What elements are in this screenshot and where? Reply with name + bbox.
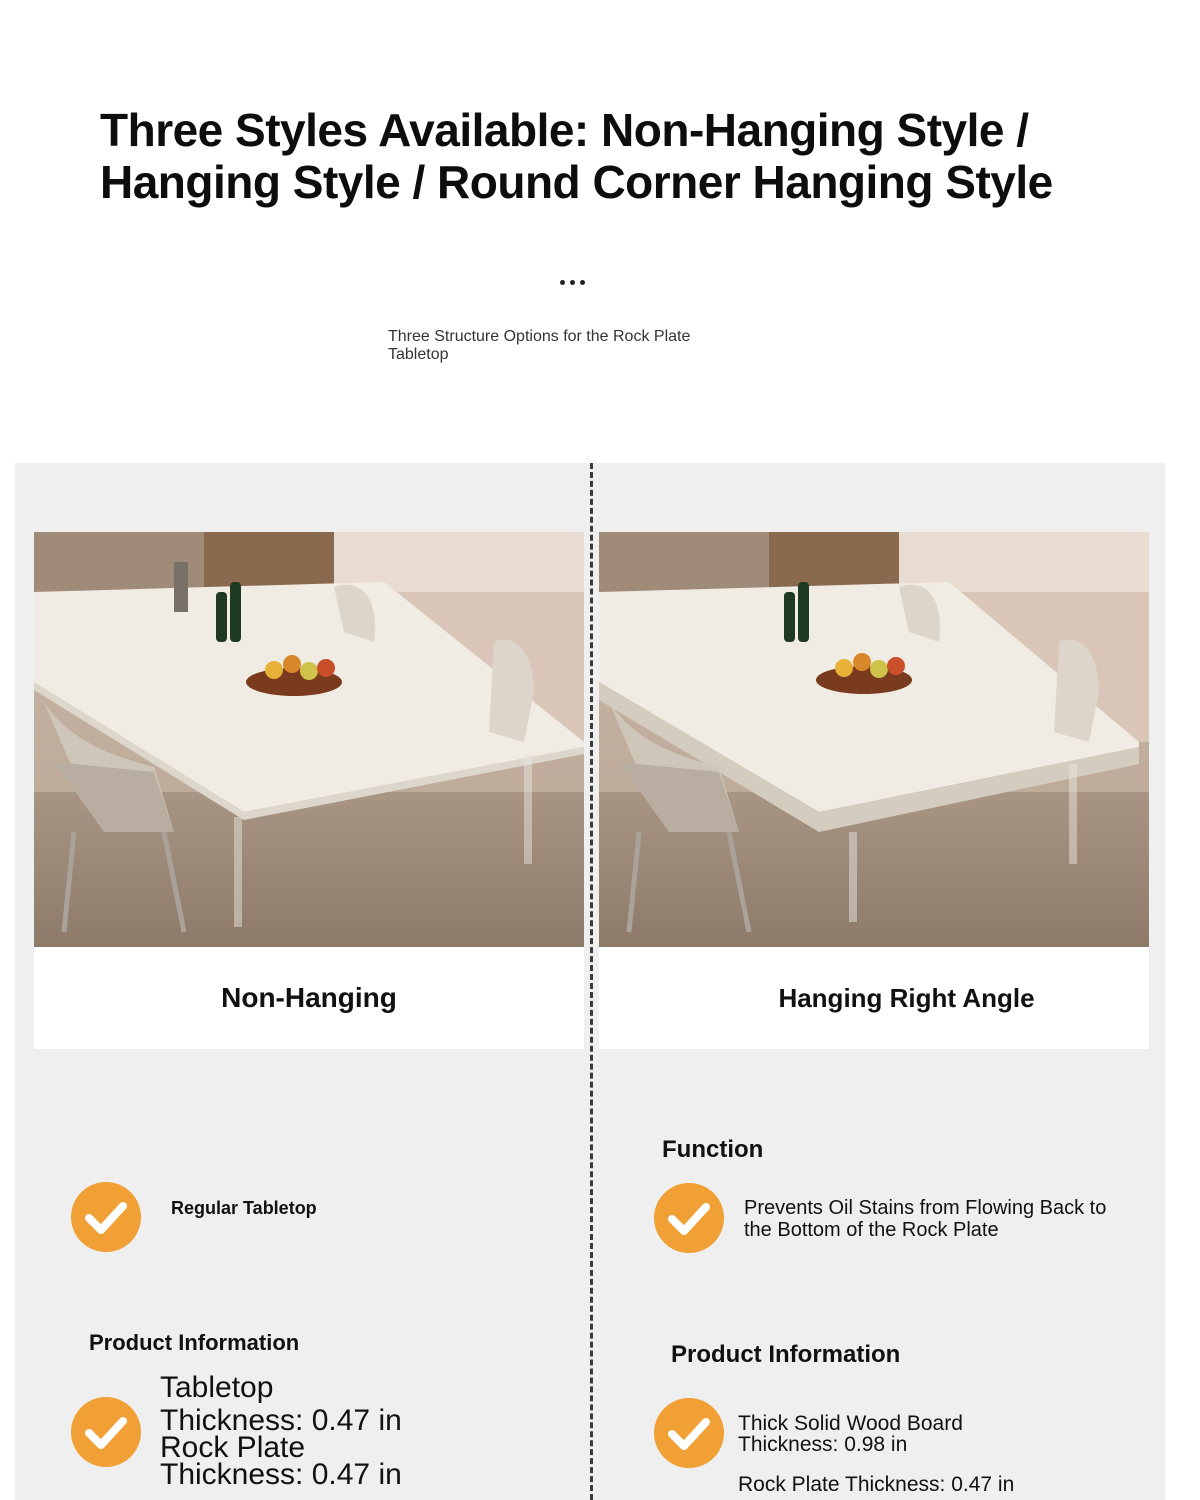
function-line-2: the Bottom of the Rock Plate (744, 1219, 999, 1241)
left-spec-line-4: Thickness: 0.47 in (160, 1458, 402, 1491)
check-circle-icon (70, 1396, 142, 1468)
right-spec-line-3: Rock Plate Thickness: 0.47 in (738, 1473, 1015, 1496)
function-heading: Function (662, 1136, 764, 1163)
hanging-caption-box (599, 947, 1149, 1049)
function-line-1: Prevents Oil Stains from Flowing Back to (744, 1197, 1107, 1219)
non-hanging-table-photo (34, 532, 584, 947)
right-product-info-heading: Product Information (671, 1341, 901, 1368)
right-spec-line-2: Thickness: 0.98 in (738, 1433, 908, 1456)
left-spec-line-3: Rock Plate (160, 1431, 306, 1464)
right-spec-line-1: Thick Solid Wood Board (738, 1412, 963, 1435)
non-hanging-caption: Non-Hanging (221, 982, 397, 1013)
left-spec-line-2: Thickness: 0.47 in (160, 1404, 402, 1437)
page-subtitle: Three Structure Options for the Rock Plate Tabletop (388, 328, 691, 363)
left-spec-list (160, 1371, 402, 1491)
check-circle-icon (653, 1397, 725, 1469)
function-description (744, 1197, 1106, 1241)
right-spec-list (738, 1413, 963, 1455)
page-title (100, 104, 1100, 208)
page-title-line-2: Hanging Style / Round Corner Hanging Style (100, 156, 1053, 208)
check-circle-icon (70, 1181, 142, 1253)
ellipsis-icon (560, 280, 600, 290)
left-product-info-heading: Product Information (89, 1330, 300, 1355)
check-circle-icon (653, 1182, 725, 1254)
non-hanging-caption-box (34, 947, 584, 1049)
hanging-caption: Hanging Right Angle (778, 982, 1035, 1013)
regular-tabletop-label: Regular Tabletop (171, 1198, 317, 1218)
dashed-divider (590, 463, 593, 1500)
hanging-table-photo (599, 532, 1149, 947)
left-spec-line-1: Tabletop (160, 1371, 274, 1404)
page-title-line-1: Three Styles Available: Non-Hanging Style / (100, 104, 1029, 156)
